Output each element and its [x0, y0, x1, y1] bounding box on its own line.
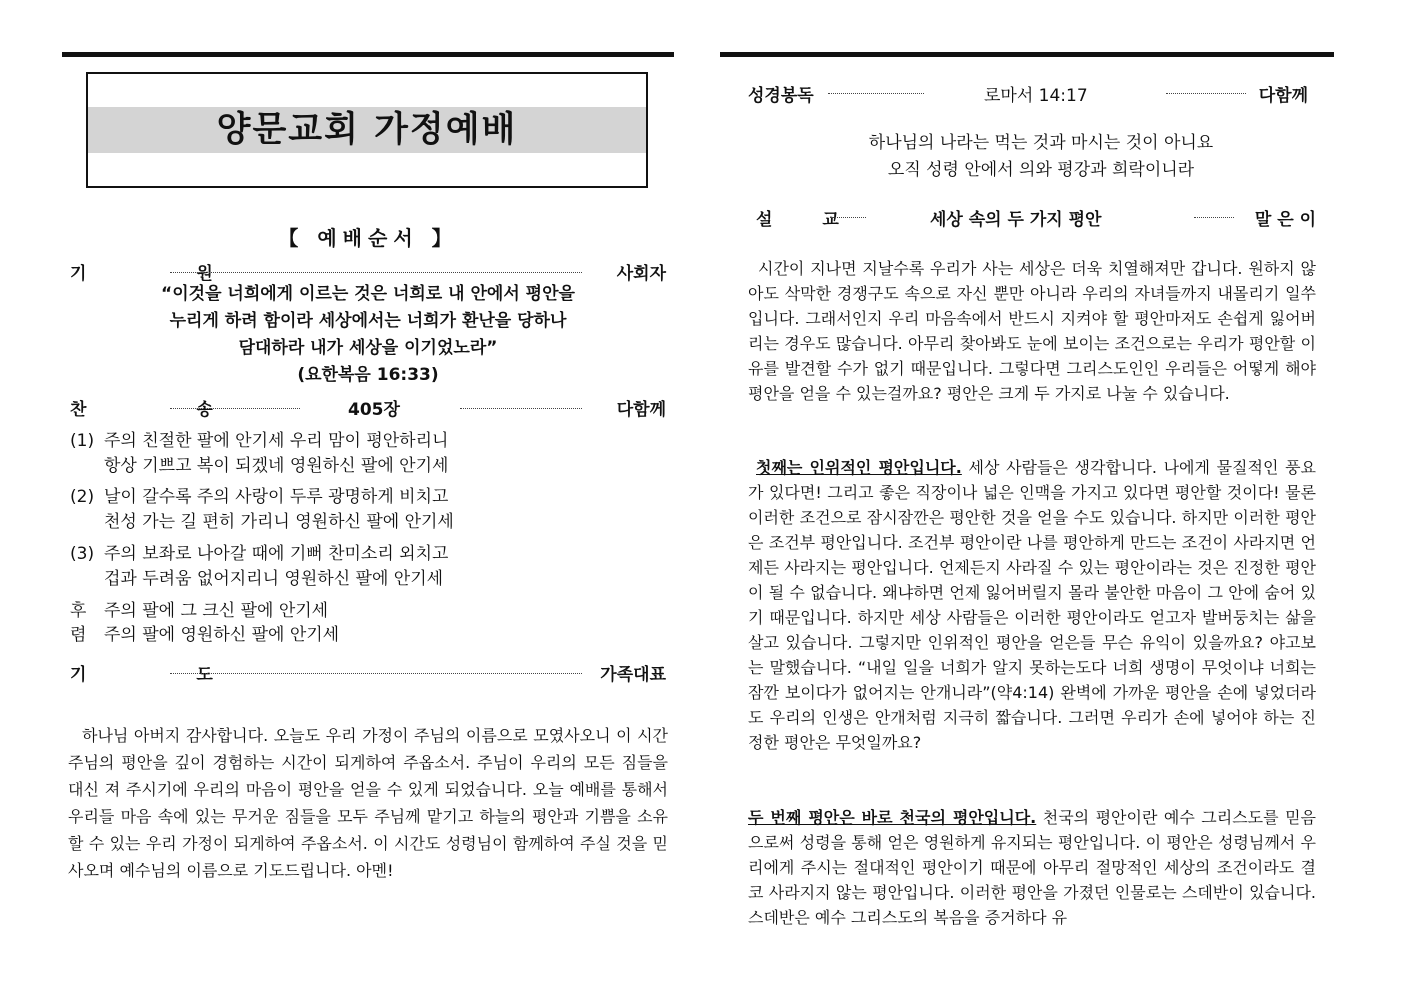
dotted-leader: [460, 408, 582, 409]
worship-order-title: 【 예배순서 】: [278, 226, 458, 250]
prayer-row: [70, 660, 666, 686]
dotted-leader: [170, 408, 300, 409]
invocation-leader: 사회자: [616, 264, 666, 284]
sermon-paragraph-1: 시간이 지나면 지날수록 우리가 사는 세상은 더욱 치열해져만 갑니다. 원하지 않아도 삭막한 경쟁구도 속으로 자신 뿐만 아니라 우리의 자녀들까지 내몰리기 일쑤입니다. 그래서인지 우리 마음속에서 반드시 지켜야 할 평안마저도 손쉽게 잃어버리는 경우도 많습니다. 아무리 찾아봐도 눈에 보이는 조건으로는 우리가 평안할 이유를 발견할 수가 없기 때문입니다. 그렇다면 그리스도인인 우리들은 어떻게 해야 평안을 얻을 수 있는걸까요? 평안은 크게 두 가지로 나눌 수 있습니다.: [748, 259, 1316, 403]
reading-reference: 로마서 14:17: [984, 86, 1088, 106]
stanza-number: (3): [70, 544, 95, 564]
chorus-line: 주의 팔에 영원하신 팔에 안기세: [104, 625, 340, 645]
dotted-leader: [828, 93, 924, 94]
chorus-marker: 후: [70, 601, 87, 621]
sermon-paragraph-3: [748, 805, 1316, 930]
page-title: 양문교회 가정예배: [216, 110, 518, 150]
chorus: [70, 599, 666, 647]
verse-reference: (요한복음 16:33): [297, 365, 439, 385]
stanza-line: 항상 기쁘고 복이 되겠네 영원하신 팔에 안기세: [104, 456, 449, 476]
dotted-leader: [830, 217, 866, 218]
prayer-text: 하나님 아버지 감사합니다. 오늘도 우리 가정이 주님의 이름으로 모였사오니 이 시간 주님의 평안을 깊이 경험하는 시간이 되게하여 주옵소서. 주님이 우리의 모든 짐들을 대신 져 주시기에 우리의 마음이 평안을 얻을 수 있게 되었습니다. 오늘 예배를 통해서 우리들 마음 속에 있는 무거운 짐들을 모두 주님께 맡기고 하늘의 평안과 기쁨을 소유할 수 있는 우리 가정이 되게하여 주옵소서. 이 시간도 성령님이 함께하여 주실 것을 믿사오며 예수님의 이름으로 기도드립니다. 아멘!: [68, 726, 668, 880]
sermon-paragraph-2: [748, 455, 1316, 755]
stanza-line: 겁과 두려움 없어지리니 영원하신 팔에 안기세: [104, 569, 444, 589]
verse-line: 담대하라 내가 세상을 이기었노라”: [238, 338, 498, 358]
hymn-row: [70, 395, 666, 421]
stanza-number: (1): [70, 431, 95, 451]
dotted-leader: [1166, 93, 1246, 94]
stanza-1: [70, 429, 666, 479]
stanza-3: [70, 542, 666, 592]
sermon-preacher: 말 은 이: [1254, 210, 1316, 230]
dotted-leader: [170, 272, 582, 273]
scripture-line: 하나님의 나라는 먹는 것과 마시는 것이 아니요: [868, 133, 1214, 153]
sermon-row: [748, 205, 1334, 231]
chorus-line: 주의 팔에 그 크신 팔에 안기세: [104, 601, 329, 621]
prayer-leader: 가족대표: [600, 665, 666, 685]
dotted-leader: [170, 673, 582, 674]
sermon-label: 설 교: [756, 210, 861, 230]
stanza-line: 주의 보좌로 나아갈 때에 기뻐 찬미소리 외치고: [104, 544, 449, 564]
paragraph-body: 세상 사람들은 생각합니다. 나에게 물질적인 풍요가 있다면! 그리고 좋은 직장이나 넓은 인맥을 가지고 있다면 평안할 것이다! 물론 이러한 조건으로 잠시잠깐은 평안한 것을 얻을 수도 있습니다. 하지만 이러한 평안은 조건부 평안입니다. 조건부 평안이란 나를 평안하게 만드는 조건이 사라지면 언제든 사라지는 평안입니다. 언제든지 사라질 수 있는 평안이라는 것은 진정한 평안이 될 수 없습니다. 왜냐하면 언제 잃어버릴지 몰라 불안한 마음이 그 안에 숨어 있기 때문입니다. 하지만 세상 사람들은 이러한 평안이라도 얻고자 발버둥치는 삶을 살고 있습니다. 그렇지만 인위적인 평안을 얻은들 무슨 유익이 있을까요? 야고보는 말했습니다. “내일 일을 너희가 알지 못하는도다 너희 생명이 무엇이냐 너희는 잠깐 보이다가 없어지는 안개니라”(약4:14) 완벽에 가까운 평안을 손에 넣었더라도 우리의 인생은 안개처럼 지극히 짧습니다. 그러면 우리가 손에 넣어야 하는 진정한 평안은 무엇일까요?: [748, 458, 1316, 752]
stanza-line: 천성 가는 길 편히 가리니 영원하신 팔에 안기세: [104, 512, 454, 532]
stanza-line: 주의 친절한 팔에 안기세 우리 맘이 평안하리니: [104, 431, 449, 451]
sermon-title: 세상 속의 두 가지 평안: [930, 210, 1102, 230]
verse-line: 누리게 하려 함이라 세상에서는 너희가 환난을 당하나: [169, 311, 567, 331]
left-top-rule: [62, 52, 674, 57]
right-top-rule: [720, 52, 1334, 57]
hymn-number: 405장: [348, 400, 400, 420]
scripture-line: 오직 성령 안에서 의와 평강과 희락이니라: [887, 160, 1195, 180]
invocation-label: 기 원: [70, 264, 265, 284]
reading-leader: 다함께: [1258, 86, 1308, 106]
reading-label: 성경봉독: [748, 86, 814, 106]
paragraph-body: 천국의 평안이란 예수 그리스도를 믿음으로써 성령을 통해 얻은 영원하게 유지되는 평안입니다. 이 평안은 성령님께서 우리에게 주시는 절대적인 평안이기 때문에 아무리 절망적인 세상의 조건이라도 결코 사라지지 않는 평안입니다. 이러한 평안을 가졌던 인물로는 스데반이 있습니다. 스데반은 예수 그리스도의 복음을 증거하다 유: [748, 808, 1316, 927]
hymn-leader: 다함께: [616, 400, 666, 420]
dotted-leader: [1194, 217, 1234, 218]
chorus-marker: 렴: [70, 625, 87, 645]
verse-line: “이것을 너희에게 이르는 것은 너희로 내 안에서 평안을: [161, 284, 575, 304]
stanza-line: 날이 갈수록 주의 사랑이 두루 광명하게 비치고: [104, 487, 449, 507]
paragraph-heading: 두 번째 평안은 바로 천국의 평안입니다.: [748, 808, 1037, 827]
title-box: [86, 72, 648, 188]
paragraph-heading: 첫째는 인위적인 평안입니다.: [756, 458, 962, 477]
stanza-2: [70, 485, 666, 535]
hymn-label: 찬 송: [70, 400, 265, 420]
prayer-label: 기 도: [70, 665, 265, 685]
stanza-number: (2): [70, 487, 95, 507]
reading-row: [748, 81, 1334, 107]
